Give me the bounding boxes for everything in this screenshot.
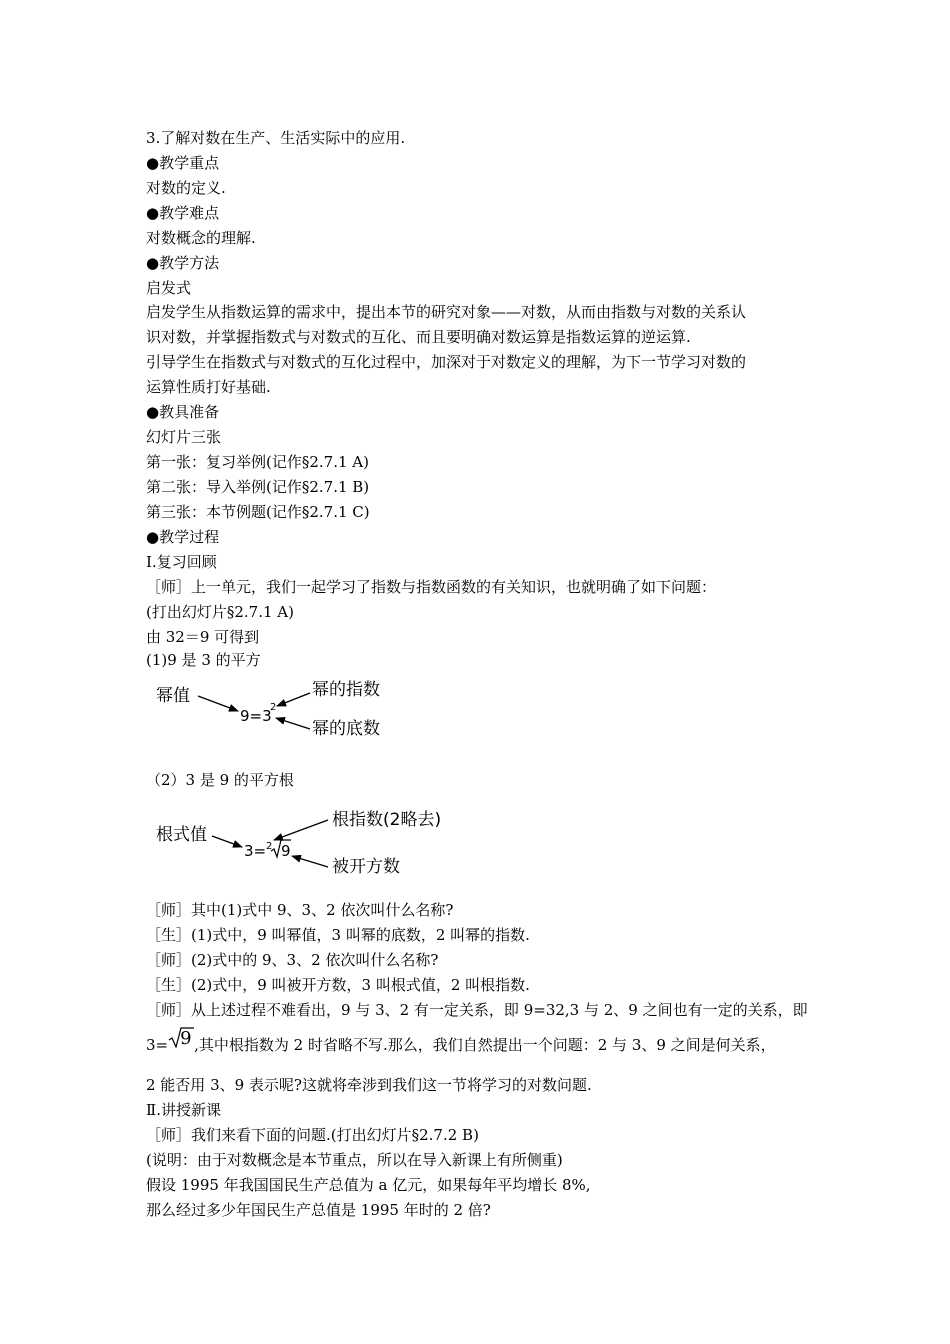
base-arrow [276, 718, 310, 729]
goal-item-3: 3.了解对数在生产、生活实际中的应用. [146, 129, 406, 147]
root-equation-index: 2 [266, 841, 273, 852]
radical-expression-prefix: 3= [146, 1036, 169, 1054]
exponent-arrow [277, 693, 310, 706]
method-paragraph-1a: 启发学生从指数运算的需求中，提出本节的研究对象——对数，从而由指数与对数的关系认 [146, 303, 747, 321]
teaching-tools-text: 幻灯片三张 [146, 428, 222, 446]
teaching-focus-text: 对数的定义. [146, 179, 226, 197]
root-index-label: 根指数(2略去) [332, 810, 442, 830]
slide-note-a: (打出幻灯片§2.7.1 A) [146, 603, 294, 621]
root-value-label: 根式值 [156, 825, 207, 845]
power-value-arrow [198, 696, 238, 711]
root-index-arrow [274, 820, 328, 840]
method-paragraph-1b: 识对数，并掌握指数式与对数式的互化、而且要明确对数运算是指数运算的逆运算. [146, 328, 691, 346]
power-diagram [150, 676, 400, 742]
power-equation-exponent: 2 [270, 702, 277, 713]
teaching-method-text: 启发式 [146, 279, 192, 297]
heading-teaching-method: ●教学方法 [146, 254, 220, 272]
method-paragraph-2b: 运算性质打好基础. [146, 378, 271, 396]
problem-statement-1: 假设 1995 年我国国民生产总值为 a 亿元，如果每年平均增长 8%, [146, 1176, 591, 1194]
slide-item-1: 第一张：复习举例(记作§2.7.1 A) [146, 453, 369, 471]
explanation-note: (说明：由于对数概念是本节重点，所以在导入新课上有所侧重) [146, 1151, 563, 1169]
base-label: 幂的底数 [312, 719, 380, 739]
heading-teaching-difficulty: ●教学难点 [146, 204, 220, 222]
radical-expression-rest: ,其中根指数为 2 时省略不写.那么，我们自然提出一个问题：2 与 3、9 之间是何关系， [194, 1036, 776, 1054]
teacher-line-new-lesson: ［师］我们来看下面的问题.(打出幻灯片§2.7.2 B) [146, 1126, 479, 1144]
root-equation-prefix: 3= [244, 842, 267, 860]
problem-statement-2: 那么经过多少年国民生产总值是 1995 年时的 2 倍? [146, 1201, 491, 1219]
teacher-question-1: ［师］其中(1)式中 9、3、2 依次叫什么名称? [146, 901, 454, 919]
square-root-radicand: 9 [180, 1028, 192, 1049]
heading-teaching-focus: ●教学重点 [146, 154, 220, 172]
derivation-line: 由 32＝9 可得到 [146, 628, 260, 646]
heading-teaching-tools: ●教具准备 [146, 403, 220, 421]
square-root-expression [168, 1028, 194, 1050]
radical-expression-line [146, 1028, 776, 1054]
root-diagram [150, 802, 450, 882]
slide-item-2: 第二张：导入举例(记作§2.7.1 B) [146, 478, 370, 496]
method-paragraph-2a: 引导学生在指数式与对数式的互化过程中，加深对于对数定义的理解，为下一节学习对数的 [146, 353, 747, 371]
section-1-title: Ⅰ.复习回顾 [146, 553, 217, 571]
teacher-line-relation: ［师］从上述过程不难看出，9 与 3、2 有一定关系，即 9=32,3 与 2、9 之间也有一定的关系，即 [146, 1001, 808, 1019]
exponent-label: 幂的指数 [312, 680, 380, 700]
radicand-label: 被开方数 [332, 857, 400, 877]
statement-2: （2）3 是 9 的平方根 [146, 771, 294, 789]
root-equation-radicand: 9 [281, 842, 291, 860]
power-value-label: 幂值 [156, 686, 190, 706]
statement-1: (1)9 是 3 的平方 [146, 651, 261, 669]
student-answer-2: ［生］(2)式中，9 叫被开方数，3 叫根式值，2 叫根指数. [146, 976, 530, 994]
heading-teaching-process: ●教学过程 [146, 528, 220, 546]
teacher-line-1: ［师］上一单元，我们一起学习了指数与指数函数的有关知识，也就明确了如下问题： [146, 578, 717, 596]
root-value-arrow [212, 836, 242, 847]
section-2-title: Ⅱ.讲授新课 [146, 1101, 221, 1119]
teaching-difficulty-text: 对数概念的理解. [146, 229, 256, 247]
teacher-question-2: ［师］(2)式中的 9、3、2 依次叫什么名称? [146, 951, 439, 969]
radicand-arrow [292, 856, 328, 867]
slide-item-3: 第三张：本节例题(记作§2.7.1 C) [146, 503, 370, 521]
power-equation: 9=3 [240, 707, 272, 725]
question-intro-line: 2 能否用 3、9 表示呢?这就将牵涉到我们这一节将学习的对数问题. [146, 1076, 592, 1094]
student-answer-1: ［生］(1)式中，9 叫幂值，3 叫幂的底数，2 叫幂的指数. [146, 926, 530, 944]
